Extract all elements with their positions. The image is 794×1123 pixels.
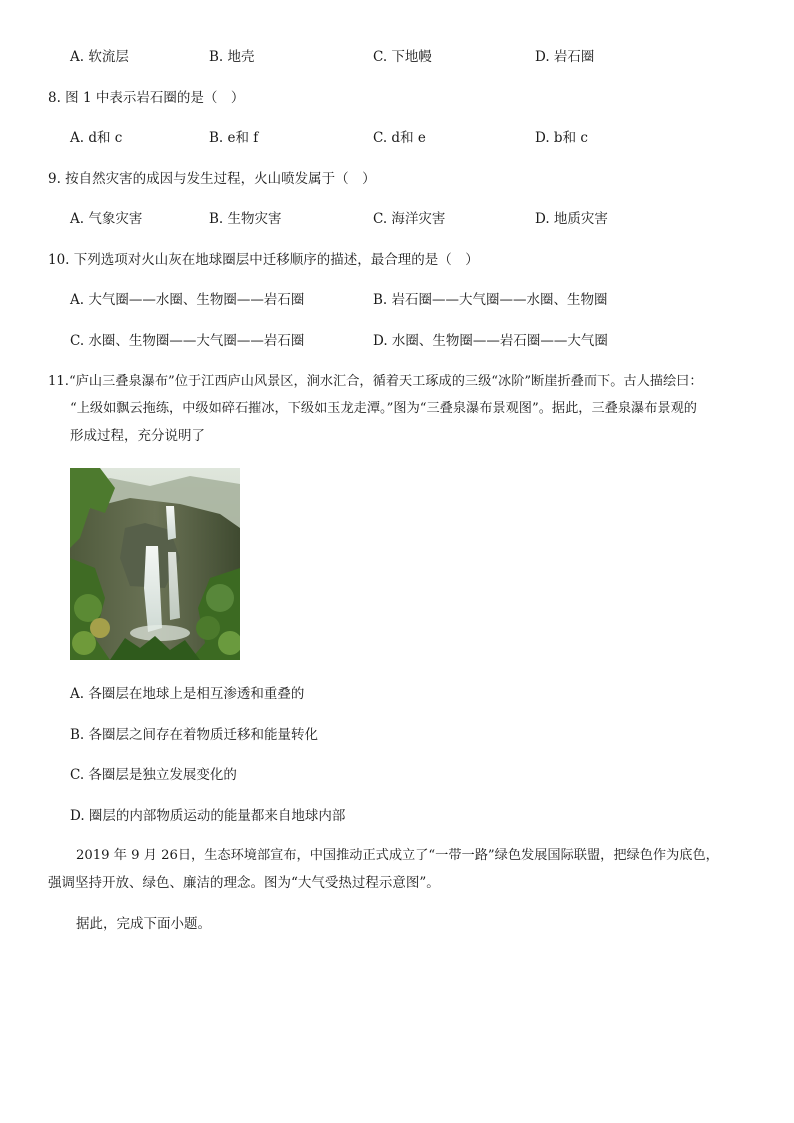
q8-option-c: C. d和 e	[373, 130, 426, 146]
waterfall-photo	[70, 468, 240, 660]
q9-stem: 9. 按自然灾害的成因与发生过程，火山喷发属于（ ）	[48, 171, 376, 187]
q11-stem-line-3: 形成过程，充分说明了	[70, 428, 205, 444]
q9-option-c: C. 海洋灾害	[373, 211, 446, 227]
q9-option-d: D. 地质灾害	[535, 211, 608, 227]
q9-option-b: B. 生物灾害	[209, 211, 282, 227]
q11-option-d: D. 圈层的内部物质运动的能量都来自地球内部	[70, 808, 346, 824]
q10-option-b: B. 岩石圈——大气圈——水圈、生物圈	[373, 292, 608, 308]
q8-option-a: A. d和 c	[70, 130, 123, 146]
passage-line-1: 2019 年 9 月 26日，生态环境部宣布，中国推动正式成立了“一带一路”绿色发展国际联盟，把绿色作为底色，	[76, 848, 719, 863]
q11-option-b: B. 各圈层之间存在着物质迁移和能量转化	[70, 727, 319, 743]
q10-option-a: A. 大气圈——水圈、生物圈——岩石圈	[70, 292, 305, 308]
q7-option-b: B. 地壳	[209, 49, 255, 65]
passage-instruction: 据此，完成下面小题。	[76, 916, 211, 932]
q11-stem-line-1: 11.“庐山三叠泉瀑布”位于江西庐山风景区，涧水汇合，循着天工琢成的三级“冰阶”断崖折叠而下。古人描绘曰：	[48, 374, 703, 389]
q10-option-d: D. 水圈、生物圈——岩石圈——大气圈	[373, 333, 608, 349]
q11-option-c: C. 各圈层是独立发展变化的	[70, 767, 237, 783]
q8-option-b: B. e和 f	[209, 130, 259, 146]
q7-option-a: A. 软流层	[70, 49, 129, 65]
passage-line-2: 强调坚持开放、绿色、廉洁的理念。图为“大气受热过程示意图”。	[48, 875, 440, 891]
q10-stem: 10. 下列选项对火山灰在地球圈层中迁移顺序的描述，最合理的是（ ）	[48, 252, 479, 268]
q7-option-c: C. 下地幔	[373, 49, 432, 65]
q8-stem: 8. 图 1 中表示岩石圈的是（ ）	[48, 90, 245, 106]
q11-option-a: A. 各圈层在地球上是相互渗透和重叠的	[70, 686, 305, 702]
q11-stem-line-2: “上级如飘云拖练，中级如碎石摧冰，下级如玉龙走潭。”图为“三叠泉瀑布景观图”。据此，三叠泉瀑布景观的	[70, 401, 697, 416]
q8-option-d: D. b和 c	[535, 130, 588, 146]
q10-option-c: C. 水圈、生物圈——大气圈——岩石圈	[70, 333, 305, 349]
q7-option-d: D. 岩石圈	[535, 49, 595, 65]
q9-option-a: A. 气象灾害	[70, 211, 143, 227]
